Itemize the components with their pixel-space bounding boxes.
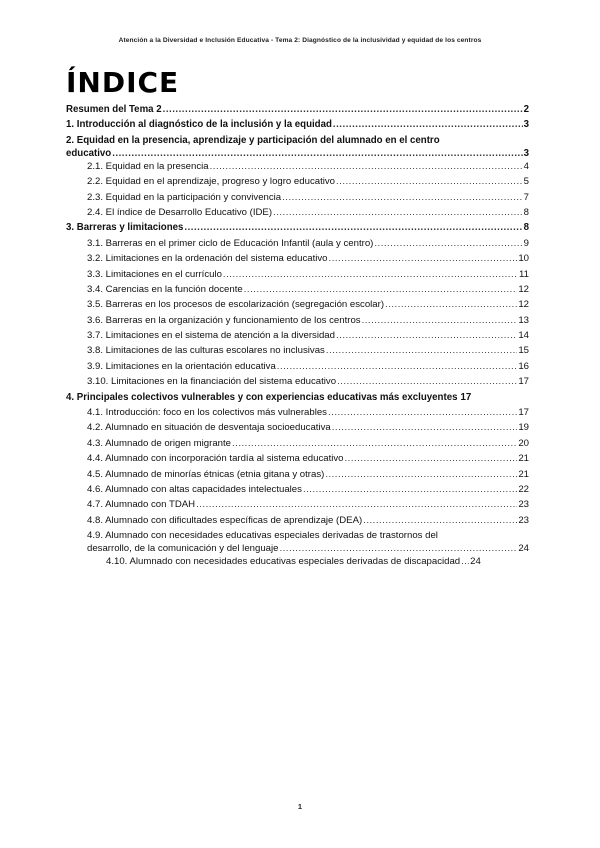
- toc-entry-page: 22: [518, 483, 529, 495]
- toc-entry-label: 4.5. Alumnado de minorías étnicas (etnia gitana y otras): [87, 468, 325, 480]
- toc-entry-2-2[interactable]: [66, 175, 529, 190]
- toc-entry-4-2[interactable]: [66, 421, 529, 436]
- dot-leader: [328, 406, 517, 419]
- toc-entry-page: 23: [518, 499, 529, 511]
- toc-entry-page: 12: [518, 299, 529, 311]
- dot-leader: [363, 514, 517, 527]
- toc-entry-4-7[interactable]: [66, 498, 529, 513]
- dot-leader: [210, 160, 523, 173]
- toc-entry-page: 16: [518, 360, 529, 372]
- toc-entry-label: 4.7. Alumnado con TDAH: [87, 499, 196, 511]
- dot-leader: [336, 175, 523, 188]
- toc-entry-page: 8: [523, 206, 529, 218]
- toc-entry-label: 3.5. Barreras en los procesos de escolarización (segregación escolar): [87, 299, 385, 311]
- toc-entry-2[interactable]: [66, 134, 529, 160]
- dot-leader: [336, 329, 517, 342]
- toc-entry-page: 5: [523, 176, 529, 188]
- toc-entry-label: 3.3. Limitaciones en el currículo: [87, 268, 222, 280]
- toc-entry-label: 3.2. Limitaciones en la ordenación del sistema educativo: [87, 253, 328, 265]
- dot-leader: [374, 237, 522, 250]
- toc-entry-label: 4.9. Alumnado con necesidades educativas especiales derivadas de trastornos del: [87, 530, 438, 542]
- dot-leader: [303, 483, 517, 496]
- dot-leader: [112, 147, 522, 160]
- toc-entry-page: 24: [518, 543, 529, 555]
- toc-entry-label-continued: educativo: [66, 147, 112, 159]
- toc-entry-page: 8: [523, 222, 529, 234]
- toc-entry-label: 2.3. Equidad en la participación y convivencia: [87, 191, 282, 203]
- toc-entry-3-6[interactable]: [66, 314, 529, 329]
- dot-leader: [345, 452, 518, 465]
- toc-entry-label: 3.1. Barreras en el primer ciclo de Educación Infantil (aula y centro): [87, 237, 374, 249]
- dot-leader: [385, 298, 517, 311]
- toc-entry-2-1[interactable]: [66, 160, 529, 175]
- dot-leader: [277, 360, 518, 373]
- toc-entry-3-2[interactable]: [66, 252, 529, 267]
- toc-entry-label: 4.6. Alumnado con altas capacidades intelectuales: [87, 483, 302, 495]
- toc-entry-page: 2: [523, 104, 529, 115]
- toc-entry-page: 11: [519, 268, 529, 280]
- toc-entry-4[interactable]: [66, 391, 529, 406]
- toc-entry-page: 9: [523, 237, 529, 249]
- toc-entry-4-5[interactable]: [66, 468, 529, 483]
- toc-entry-label: 3.4. Carencias en la función docente: [87, 283, 243, 295]
- toc-entry-page: 10: [518, 253, 529, 265]
- toc-entry-label: 4. Principales colectivos vulnerables y con experiencias educativas más excluyentes: [66, 391, 458, 403]
- table-of-contents: [66, 103, 529, 571]
- toc-entry-page: 17: [518, 376, 529, 388]
- page-title: ÍNDICE: [66, 66, 180, 99]
- toc-entry-1[interactable]: [66, 118, 529, 133]
- toc-entry-label: 3.6. Barreras en la organización y funcionamiento de los centros: [87, 314, 361, 326]
- dot-leader: [337, 375, 517, 388]
- page-number: 1: [297, 802, 303, 811]
- toc-entry-resumen[interactable]: [66, 103, 529, 118]
- toc-entry-label-continued: desarrollo, de la comunicación y del lenguaje: [87, 543, 279, 555]
- toc-entry-4-3[interactable]: [66, 437, 529, 452]
- toc-entry-page: 21: [518, 453, 529, 465]
- toc-entry-3-7[interactable]: [66, 329, 529, 344]
- toc-entry-label: 2.2. Equidad en el aprendizaje, progreso y logro educativo: [87, 176, 336, 188]
- toc-entry-page: 12: [518, 283, 529, 295]
- toc-entry-label: 3. Barreras y limitaciones: [66, 222, 184, 234]
- toc-entry-3-5[interactable]: [66, 298, 529, 313]
- toc-entry-label: 3.9. Limitaciones en la orientación educativa: [87, 360, 276, 372]
- toc-entry-page: 7: [523, 191, 529, 203]
- toc-entry-page: 4: [523, 160, 529, 172]
- toc-entry-label: 4.2. Alumnado en situación de desventaja socioeducativa: [87, 422, 331, 434]
- toc-entry-page: 19: [518, 422, 529, 434]
- toc-entry-page: 23: [518, 514, 529, 526]
- toc-entry-page: 14: [518, 330, 529, 342]
- toc-entry-label: 4.1. Introducción: foco en los colectivos más vulnerables: [87, 407, 327, 419]
- toc-entry-label: Resumen del Tema 2: [66, 104, 162, 115]
- toc-entry-2-4[interactable]: [66, 206, 529, 221]
- toc-entry-label: 3.8. Limitaciones de las culturas escolares no inclusivas: [87, 345, 325, 357]
- dot-leader: [196, 498, 517, 511]
- toc-entry-label: 4.8. Alumnado con dificultades específicas de aprendizaje (DEA): [87, 514, 363, 526]
- dot-leader: [244, 283, 518, 296]
- toc-entry-2-3[interactable]: [66, 191, 529, 206]
- dot-leader: [333, 118, 523, 131]
- toc-entry-4-1[interactable]: [66, 406, 529, 421]
- toc-entry-label: 2. Equidad en la presencia, aprendizaje y participación del alumnado en el centro: [66, 134, 440, 146]
- toc-entry-3-10[interactable]: [66, 375, 529, 390]
- toc-entry-label: 3.10. Limitaciones en la financiación del sistema educativo: [87, 376, 337, 388]
- dot-leader: [461, 555, 469, 568]
- dot-leader: [329, 252, 518, 265]
- toc-entry-label: 4.4. Alumnado con incorporación tardía al sistema educativo: [87, 453, 344, 465]
- toc-entry-page: 17: [518, 407, 529, 419]
- toc-entry-3-8[interactable]: [66, 344, 529, 359]
- running-header: Atención a la Diversidad e Inclusión Educativa - Tema 2: Diagnóstico de la inclusividad y equidad de los centros: [118, 37, 482, 44]
- toc-entry-3[interactable]: [66, 221, 529, 236]
- toc-entry-page: 15: [518, 345, 529, 357]
- dot-leader: [184, 221, 522, 234]
- toc-entry-page: 3: [523, 119, 529, 131]
- dot-leader: [232, 437, 517, 450]
- dot-leader: [326, 344, 517, 357]
- toc-entry-3-4[interactable]: [66, 283, 529, 298]
- toc-entry-page: 20: [518, 437, 529, 449]
- toc-entry-4-10[interactable]: [66, 555, 529, 570]
- toc-entry-page: 24: [470, 556, 481, 568]
- toc-entry-page: 13: [518, 314, 529, 326]
- toc-entry-3-9[interactable]: [66, 360, 529, 375]
- toc-entry-3-3[interactable]: [66, 268, 529, 283]
- dot-leader: [325, 468, 517, 481]
- dot-leader: [273, 206, 523, 219]
- toc-entry-3-1[interactable]: [66, 237, 529, 252]
- toc-entry-4-8[interactable]: [66, 514, 529, 529]
- toc-entry-4-6[interactable]: [66, 483, 529, 498]
- toc-entry-label: 4.10. Alumnado con necesidades educativas especiales derivadas de discapacidad: [106, 556, 461, 568]
- dot-leader: [282, 191, 523, 204]
- toc-entry-label: 3.7. Limitaciones en el sistema de atención a la diversidad: [87, 330, 335, 342]
- toc-entry-label: 4.3. Alumnado de origen migrante: [87, 437, 231, 449]
- toc-entry-page: 21: [518, 468, 529, 480]
- dot-leader: [362, 314, 518, 327]
- toc-entry-4-4[interactable]: [66, 452, 529, 467]
- toc-entry-label: 2.4. El índice de Desarrollo Educativo (IDE): [87, 206, 273, 218]
- dot-leader: [223, 268, 518, 281]
- toc-entry-label: 1. Introducción al diagnóstico de la inclusión y la equidad: [66, 119, 332, 131]
- toc-entry-page: 17: [460, 391, 472, 403]
- dot-leader: [279, 542, 517, 555]
- toc-entry-page: 3: [523, 147, 529, 159]
- dot-leader: [163, 103, 523, 116]
- toc-entry-4-9[interactable]: [66, 529, 529, 555]
- dot-leader: [332, 421, 518, 434]
- toc-entry-label: 2.1. Equidad en la presencia: [87, 160, 209, 172]
